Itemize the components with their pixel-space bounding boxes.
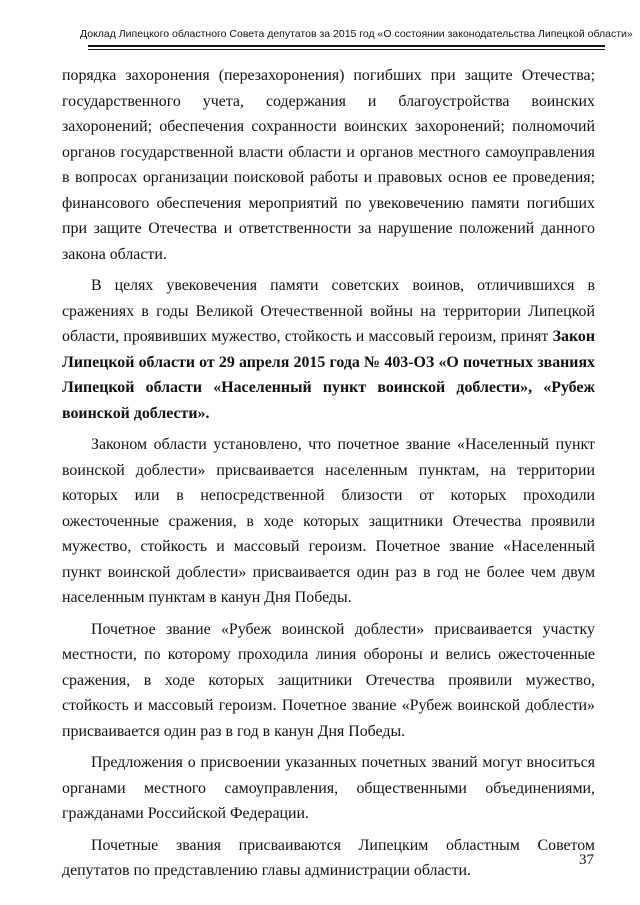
paragraph-3: Законом области установлено, что почетное звание «Населенный пункт воинской доблести» присваивается населенным пунктам, на территории которых или в непосредственной близости от которых проходили ожесточенные сражения, в ходе которых защитники Отечества проявили мужество, стойкость и массовый героизм. Почетное звание «Населенный пункт воинской доблести» присваивается один раз в год не более чем двум населенным пунктам в канун Дня Победы. — [62, 436, 595, 606]
paragraph-4: Почетное звание «Рубеж воинской доблести» присваивается участку местности, по которому проходила линия обороны и велись ожесточенные сражения, в ходе которых защитники Отечества проявили мужество, стойкость и массовый героизм. Почетное звание «Рубеж воинской доблести» присваивается один раз в год в канун Дня Победы. — [62, 620, 595, 740]
paragraph-5: Предложения о присвоении указанных почетных званий могут вноситься органами местного самоуправления, общественными объединениями, гражданами Российской Федерации. — [62, 754, 595, 822]
header-rule-thick — [88, 45, 605, 47]
paragraph-2 — [62, 273, 595, 426]
page-number: 37 — [579, 852, 594, 868]
body-text — [62, 63, 595, 890]
running-header: Доклад Липецкого областного Совета депутатов за 2015 год «О состоянии законодательства Липецкой области» — [80, 28, 633, 40]
paragraph-1-continued: порядка захоронения (перезахоронения) погибших при защите Отечества; государственного учета, содержания и благоустройства воинских захоронений; обеспечения сохранности воинских захоронений; полномочий органов государственной власти области и органов местного самоуправления в вопросах организации поисковой работы и правовых основ ее проведения; финансового обеспечения мероприятий по увековечению памяти погибших при защите Отечества и ответственности за нарушение положений данного закона области. — [62, 67, 595, 263]
law-title: Закон Липецкой области от 29 апреля 2015 года № 403-ОЗ «О почетных званиях Липецкой области «Населенный пункт воинской доблести», «Рубеж воинской доблести». — [62, 328, 595, 422]
paragraph-6: Почетные звания присваиваются Липецким областным Советом депутатов по представлению главы администрации области. — [62, 836, 595, 879]
header-rule-thin — [88, 49, 605, 50]
paragraph-2-intro: В целях увековечения памяти советских воинов, отличившихся в сражениях в годы Великой Отечественной войны на территории Липецкой области, проявивших мужество, стойкость и массовый героизм, принят — [62, 277, 595, 345]
